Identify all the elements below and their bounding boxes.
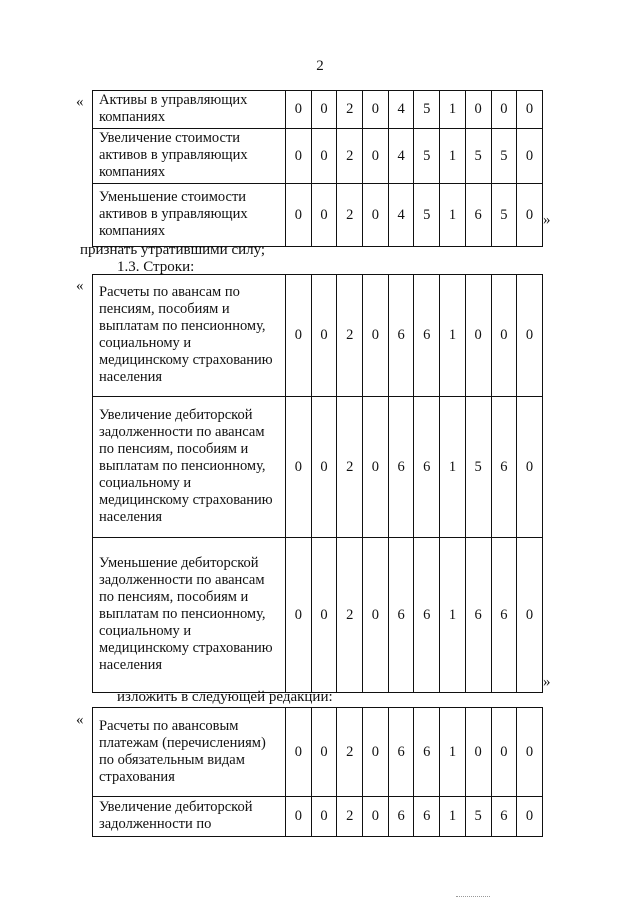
code-digit: 0: [286, 91, 312, 129]
code-digit: 6: [414, 275, 440, 397]
code-digit: 6: [491, 797, 517, 837]
code-digit: 0: [311, 184, 337, 247]
open-quote-2: «: [76, 278, 84, 294]
account-code-table-1: [92, 90, 543, 247]
code-digit: 0: [363, 91, 389, 129]
code-digit: 0: [517, 275, 543, 397]
row-label: Увеличение стоимости активов в управляющих компаниях: [93, 129, 286, 184]
code-digit: 0: [517, 538, 543, 693]
code-digit: 5: [414, 91, 440, 129]
row-label: Расчеты по авансовым платежам (перечислениям) по обязательным видам страхования: [93, 708, 286, 797]
code-digit: 6: [414, 538, 440, 693]
code-digit: 2: [337, 708, 363, 797]
code-digit: 0: [465, 275, 491, 397]
code-digit: 0: [311, 708, 337, 797]
code-digit: 1: [440, 708, 466, 797]
code-digit: 0: [363, 708, 389, 797]
code-digit: 5: [465, 397, 491, 538]
code-digit: 6: [388, 708, 414, 797]
table-row: [93, 91, 543, 129]
code-digit: 2: [337, 129, 363, 184]
section-heading-1-3: 1.3. Строки:: [117, 259, 195, 275]
code-digit: 6: [388, 397, 414, 538]
code-digit: 6: [465, 538, 491, 693]
code-digit: 0: [465, 708, 491, 797]
code-digit: 0: [311, 797, 337, 837]
row-label: Увеличение дебиторской задолженности по: [93, 797, 286, 837]
code-digit: 0: [286, 275, 312, 397]
row-label: Уменьшение стоимости активов в управляющих компаниях: [93, 184, 286, 247]
code-digit: 0: [465, 91, 491, 129]
code-digit: 1: [440, 397, 466, 538]
paragraph-invalidate: признать утратившими силу;: [80, 242, 266, 258]
code-digit: 2: [337, 184, 363, 247]
code-digit: 0: [517, 91, 543, 129]
page-number: 2: [316, 58, 324, 74]
row-label: Расчеты по авансам по пенсиям, пособиям и выплатам по пенсионному, социальному и медицинскому страхованию населения: [93, 275, 286, 397]
table-row: [93, 184, 543, 247]
code-digit: 2: [337, 91, 363, 129]
open-quote-1: «: [76, 94, 84, 110]
code-digit: 0: [363, 538, 389, 693]
code-digit: 2: [337, 275, 363, 397]
table-row: [93, 397, 543, 538]
code-digit: 0: [311, 129, 337, 184]
code-digit: 6: [491, 397, 517, 538]
code-digit: 5: [491, 129, 517, 184]
code-digit: 5: [491, 184, 517, 247]
code-digit: 0: [311, 538, 337, 693]
code-digit: 6: [388, 797, 414, 837]
code-digit: 1: [440, 797, 466, 837]
code-digit: 6: [414, 397, 440, 538]
code-digit: 6: [388, 538, 414, 693]
code-digit: 6: [491, 538, 517, 693]
code-digit: 0: [363, 184, 389, 247]
code-digit: 0: [311, 91, 337, 129]
code-digit: 6: [465, 184, 491, 247]
code-digit: 0: [491, 708, 517, 797]
code-digit: 2: [337, 538, 363, 693]
code-digit: 0: [517, 184, 543, 247]
code-digit: 0: [286, 797, 312, 837]
code-digit: 0: [517, 129, 543, 184]
code-digit: 0: [363, 275, 389, 397]
table-row: [93, 129, 543, 184]
code-digit: 4: [388, 129, 414, 184]
table-row: [93, 275, 543, 397]
code-digit: 4: [388, 91, 414, 129]
code-digit: 0: [311, 275, 337, 397]
account-code-table-3: [92, 707, 543, 837]
row-label: Уменьшение дебиторской задолженности по авансам по пенсиям, пособиям и выплатам по пенсионному, социальному и медицинскому страхованию населения: [93, 538, 286, 693]
footer-dotted-line: [456, 896, 490, 897]
code-digit: 0: [363, 797, 389, 837]
code-digit: 1: [440, 275, 466, 397]
code-digit: 0: [517, 797, 543, 837]
code-digit: 0: [363, 129, 389, 184]
code-digit: 1: [440, 538, 466, 693]
code-digit: 5: [465, 129, 491, 184]
code-digit: 6: [414, 797, 440, 837]
code-digit: 6: [388, 275, 414, 397]
code-digit: 6: [414, 708, 440, 797]
row-label: Активы в управляющих компаниях: [93, 91, 286, 129]
code-digit: 2: [337, 397, 363, 538]
code-digit: 1: [440, 129, 466, 184]
account-code-table-2: [92, 274, 543, 693]
code-digit: 1: [440, 184, 466, 247]
code-digit: 5: [414, 129, 440, 184]
code-digit: 0: [311, 397, 337, 538]
code-digit: 0: [517, 397, 543, 538]
paragraph-new-wording: изложить в следующей редакции:: [117, 689, 333, 705]
code-digit: 4: [388, 184, 414, 247]
code-digit: 5: [465, 797, 491, 837]
code-digit: 0: [286, 184, 312, 247]
code-digit: 1: [440, 91, 466, 129]
code-digit: 0: [491, 275, 517, 397]
code-digit: 0: [286, 538, 312, 693]
code-digit: 0: [286, 129, 312, 184]
code-digit: 2: [337, 797, 363, 837]
code-digit: 0: [286, 397, 312, 538]
code-digit: 0: [286, 708, 312, 797]
row-label: Увеличение дебиторской задолженности по авансам по пенсиям, пособиям и выплатам по пенсионному, социальному и медицинскому страхованию населения: [93, 397, 286, 538]
table-row: [93, 538, 543, 693]
close-quote-1: »: [543, 212, 551, 228]
close-quote-2: »: [543, 674, 551, 690]
open-quote-3: «: [76, 712, 84, 728]
table-row: [93, 708, 543, 797]
code-digit: 0: [363, 397, 389, 538]
table-row: [93, 797, 543, 837]
code-digit: 5: [414, 184, 440, 247]
code-digit: 0: [491, 91, 517, 129]
code-digit: 0: [517, 708, 543, 797]
